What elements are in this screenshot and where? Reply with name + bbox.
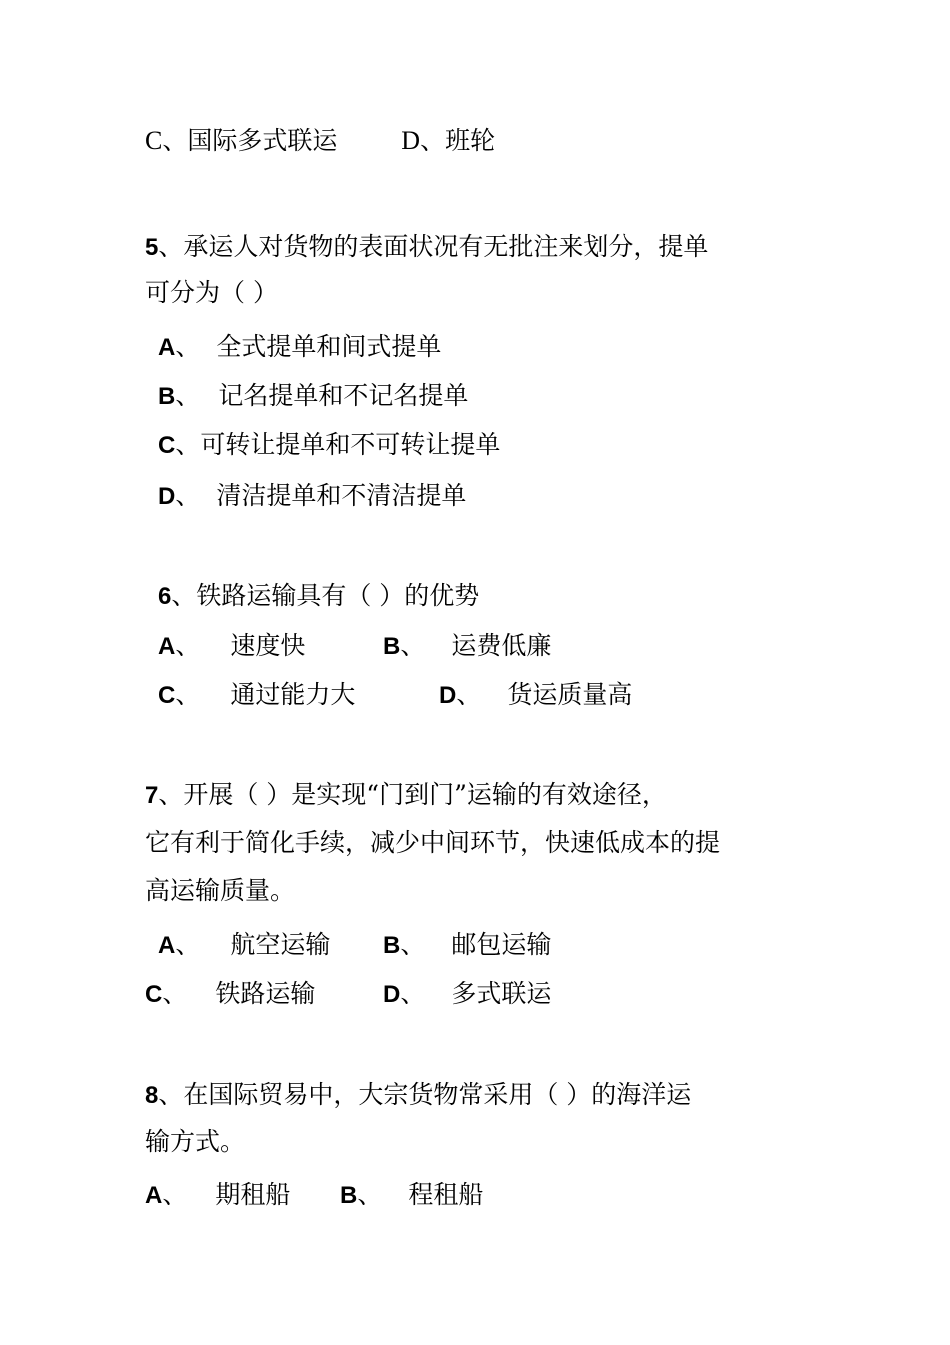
q5-option-d-label: D [158,483,176,510]
q5-option-b-label: B [158,383,176,410]
q5-option-a-sep: 、 [175,332,201,361]
q7-stem-line3 [145,876,295,906]
q7-option-a-sep: 、 [175,930,201,959]
q5-option-d-text: 清洁提单和不清洁提单 [216,481,467,510]
q8-option-a-label: A [145,1182,163,1209]
q5-option-a [158,332,441,362]
q5-option-d [158,481,466,511]
q5-option-a-text: 全式提单和间式提单 [216,332,442,361]
q8-option-b-label: B [340,1182,358,1209]
q6-options-ab [158,631,551,661]
q5-option-c-sep: 、 [175,430,201,459]
q7-option-d-sep: 、 [400,979,426,1008]
q4-option-d-text: 班轮 [445,126,496,155]
q5-option-a-label: A [158,334,176,361]
q6-option-b-sep: 、 [400,631,426,660]
q6-options-cd [158,680,632,710]
q8-option-b-text: 程租船 [408,1180,484,1209]
q7-option-c-label: C [145,981,163,1008]
q6-stem-text1: 、铁路运输具有（ ）的优势 [171,581,480,610]
q4-option-d-sep: 、 [420,126,446,155]
q5-number: 5 [145,234,159,261]
q6-option-c-text: 通过能力大 [230,680,356,709]
q6-option-b-label: B [383,633,401,660]
q6-option-d-label: D [439,682,457,709]
q6-number: 6 [158,583,172,610]
q5-option-c-label: C [158,432,176,459]
q8-stem-line1 [145,1080,691,1110]
q6-option-b-text: 运费低廉 [451,631,552,660]
q7-options-ab [158,930,551,960]
q7-stem-line2 [145,828,720,858]
q8-stem-line2 [145,1127,245,1157]
q7-stem-text2: 它有利于简化手续，减少中间环节，快速低成本的提 [145,828,721,857]
q8-option-a-sep: 、 [162,1180,188,1209]
q8-number: 8 [145,1082,159,1109]
q5-stem-line2 [145,278,278,308]
q5-option-b-text: 记名提单和不记名提单 [218,381,469,410]
q7-option-d-label: D [383,981,401,1008]
q6-option-a-label: A [158,633,176,660]
q5-stem-text1: 、承运人对货物的表面状况有无批注来划分，提单 [158,232,709,261]
q5-stem-line1 [145,232,708,262]
q8-option-b-sep: 、 [357,1180,383,1209]
q6-option-d-sep: 、 [456,680,482,709]
q6-stem-line1 [158,581,479,611]
q8-option-a-text: 期租船 [215,1180,291,1209]
q7-stem-line1 [145,780,667,810]
q6-option-c-sep: 、 [175,680,201,709]
q7-number: 7 [145,782,159,809]
q8-stem-text2: 输方式。 [145,1127,246,1156]
q8-options-ab [145,1180,483,1210]
q7-option-b-sep: 、 [400,930,426,959]
q5-option-b-sep: 、 [175,381,201,410]
q7-option-c-sep: 、 [162,979,188,1008]
q7-option-d-text: 多式联运 [451,979,552,1008]
q5-option-b [158,381,468,411]
q6-option-d-text: 货运质量高 [507,680,633,709]
q4-option-c-label: C [145,126,163,155]
q5-option-d-sep: 、 [175,481,201,510]
q7-stem-text3: 高运输质量。 [145,876,296,905]
q7-option-b-text: 邮包运输 [451,930,552,959]
q5-stem-text2: 可分为（ ） [145,278,278,307]
q7-option-a-label: A [158,932,176,959]
q6-option-a-text: 速度快 [230,631,306,660]
q6-option-c-label: C [158,682,176,709]
q7-options-cd [145,979,551,1009]
q6-option-a-sep: 、 [175,631,201,660]
q5-option-c-text: 可转让提单和不可转让提单 [200,430,501,459]
q7-option-a-text: 航空运输 [230,930,331,959]
q4-options-cd [145,126,495,156]
q8-stem-text1: 、在国际贸易中，大宗货物常采用（ ）的海洋运 [158,1080,692,1109]
q4-option-d-label: D [401,126,421,155]
q7-stem-text1: 、开展（ ）是实现“门到门”运输的有效途径， [158,780,667,809]
q4-option-c-sep: 、 [162,126,188,155]
q7-option-b-label: B [383,932,401,959]
q5-option-c [158,430,500,460]
q7-option-c-text: 铁路运输 [215,979,316,1008]
q4-option-c-text: 国际多式联运 [187,126,338,155]
